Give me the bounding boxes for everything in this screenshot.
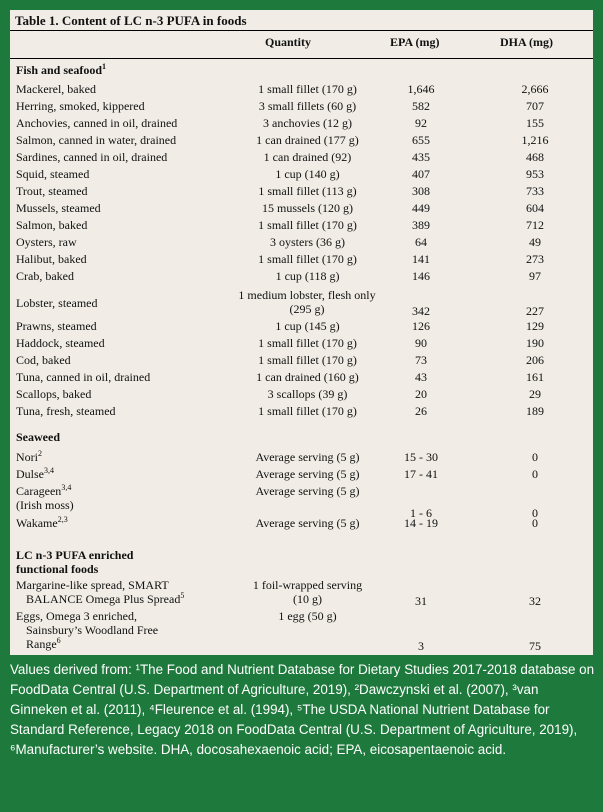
quantity: Average serving (5 g) (255, 484, 360, 498)
quantity: 1 medium lobster, flesh only (295 g) (238, 288, 376, 316)
epa-value: 3 (418, 639, 424, 653)
quantity: 3 anchovies (12 g) (263, 116, 352, 130)
food-name-text: Wakame (16, 516, 58, 530)
dha-value: 49 (529, 235, 541, 249)
food-name: Haddock, steamed (16, 336, 105, 350)
quantity (200, 578, 415, 606)
epa-value: 389 (412, 218, 430, 232)
dha-value: 32 (529, 594, 541, 608)
food-line: Sainsbury’s Woodland Free (26, 623, 159, 637)
section-title-seaweed: Seaweed (16, 430, 60, 444)
dha-value: 712 (526, 218, 544, 232)
table-title-row (10, 10, 593, 31)
dha-value: 953 (526, 167, 544, 181)
epa-value: 141 (412, 252, 430, 266)
food-name-text: Carageen (16, 484, 62, 498)
table-panel (10, 10, 593, 655)
epa-value: 126 (412, 319, 430, 333)
epa-value: 582 (412, 99, 430, 113)
epa-value: 435 (412, 150, 430, 164)
epa-value: 308 (412, 184, 430, 198)
dha-value: 227 (526, 304, 544, 318)
food-sup: 2 (38, 449, 42, 458)
food-name-text: Dulse (16, 467, 44, 481)
quantity: 1 small fillet (170 g) (258, 353, 357, 367)
section-title-enriched (16, 548, 133, 576)
quantity: 3 oysters (36 g) (270, 235, 345, 249)
food-line-text: BALANCE Omega Plus Spread (26, 592, 181, 606)
quantity: 1 small fillet (170 g) (258, 218, 357, 232)
epa-value: 655 (412, 133, 430, 147)
dha-value: 75 (529, 639, 541, 653)
dha-value: 0 (532, 450, 538, 464)
food-sup: 6 (56, 636, 61, 645)
food-line: Margarine-like spread, SMART (16, 578, 169, 592)
quantity: 15 mussels (120 g) (262, 201, 353, 215)
dha-value: 1,216 (521, 133, 549, 147)
quantity: 3 small fillets (60 g) (258, 99, 357, 113)
header-epa: EPA (mg) (390, 35, 440, 49)
footnote: Values derived from: ¹The Food and Nutrient Database for Dietary Studies 2017-2018 database on FoodData Central (U.S. Department of Agriculture, 2019), ²Dawczynski et al. (2007), ³van Ginneken et al. (2011), ⁴Fleurence et al. (1994), ⁵The USDA National Nutrient Database for Standard Reference, Legacy 2018 on FoodData Central (U.S. Department of Agriculture, 2019), ⁶Manufacturer’s website. DHA, docosahexaenoic acid; EPA, eicosapentaenoic acid. (10, 662, 595, 757)
dha-value: 189 (526, 404, 544, 418)
table-header (10, 30, 593, 59)
food-name: Tuna, canned in oil, drained (16, 370, 151, 384)
quantity: 1 cup (118 g) (275, 269, 340, 283)
quantity-line: (10 g) (293, 592, 322, 606)
food-name: Salmon, canned in water, drained (16, 133, 177, 147)
food-name: Halibut, baked (16, 252, 87, 266)
epa-value: 26 (415, 404, 427, 418)
epa-value: 15 - 30 (404, 450, 438, 464)
quantity: Average serving (5 g) (255, 516, 360, 530)
food-sup: 2,3 (57, 515, 68, 524)
quantity: 1 can drained (177 g) (256, 133, 359, 147)
quantity: 3 scallops (39 g) (267, 387, 348, 401)
food-name: Crab, baked (16, 269, 74, 283)
section-title-fish (16, 63, 106, 77)
food-sup: 3,4 (44, 466, 54, 475)
dha-value: 707 (526, 99, 544, 113)
dha-value: 0 (532, 506, 538, 520)
epa-value: 20 (415, 387, 427, 401)
epa-value: 64 (415, 235, 427, 249)
epa-value: 73 (415, 353, 427, 367)
dha-value: 155 (526, 116, 544, 130)
section-title-enriched-line1: LC n-3 PUFA enriched (16, 548, 134, 562)
food-name: Squid, steamed (16, 167, 90, 181)
quantity: 1 small fillet (170 g) (258, 82, 357, 96)
dha-value: 0 (532, 516, 538, 530)
dha-value: 2,666 (521, 82, 549, 96)
quantity: 1 small fillet (170 g) (258, 336, 357, 350)
food-name: Mussels, steamed (16, 201, 101, 215)
quantity: 1 small fillet (170 g) (258, 252, 357, 266)
epa-value: 14 - 19 (404, 516, 438, 530)
quantity: 1 small fillet (113 g) (258, 184, 357, 198)
quantity: 1 cup (140 g) (275, 167, 340, 181)
food-name: Prawns, steamed (16, 319, 97, 333)
food-name: Tuna, fresh, steamed (16, 404, 116, 418)
header-dha: DHA (mg) (500, 35, 553, 49)
dha-value: 206 (526, 353, 544, 367)
food-name: Mackerel, baked (16, 82, 96, 96)
epa-value: 17 - 41 (404, 467, 438, 481)
dha-value: 273 (526, 252, 544, 266)
dha-value: 733 (526, 184, 544, 198)
section-title-fish-sup: 1 (102, 62, 107, 71)
dha-value: 29 (529, 387, 541, 401)
food-name: Scallops, baked (16, 387, 92, 401)
quantity: Average serving (5 g) (255, 467, 360, 481)
epa-value: 342 (412, 304, 430, 318)
epa-value: 449 (412, 201, 430, 215)
quantity: 1 cup (145 g) (275, 319, 340, 333)
food-name-text: Nori (16, 450, 38, 464)
quantity-line: 1 foil-wrapped serving (252, 578, 363, 592)
food-line (16, 592, 184, 606)
food-line (16, 637, 158, 651)
quantity: 1 can drained (92) (263, 150, 352, 164)
dha-value: 190 (526, 336, 544, 350)
quantity: Average serving (5 g) (255, 450, 360, 464)
quantity: 1 small fillet (170 g) (258, 404, 357, 418)
food-name (16, 609, 158, 651)
dha-value: 129 (526, 319, 544, 333)
food-name (16, 467, 54, 481)
food-name-line2: (Irish moss) (16, 498, 74, 512)
food-name (16, 578, 184, 606)
food-name: Cod, baked (16, 353, 71, 367)
food-line: Eggs, Omega 3 enriched, (16, 609, 137, 623)
food-name (16, 516, 68, 530)
epa-value: 1,646 (407, 82, 435, 96)
epa-value: 146 (412, 269, 430, 283)
epa-value: 31 (415, 594, 427, 608)
food-line-text: Range (26, 637, 57, 651)
dha-value: 0 (532, 467, 538, 481)
dha-value: 468 (526, 150, 544, 164)
food-name: Lobster, steamed (16, 296, 98, 310)
epa-value: 407 (412, 167, 430, 181)
epa-value: 43 (415, 370, 427, 384)
food-name: Salmon, baked (16, 218, 88, 232)
quantity: 1 can drained (160 g) (256, 370, 359, 384)
epa-value: 1 - 6 (410, 506, 432, 520)
quantity: 1 egg (50 g) (278, 609, 337, 623)
food-name (16, 484, 74, 512)
food-name: Herring, smoked, kippered (16, 99, 145, 113)
section-title-fish-text: Fish and seafood (16, 63, 103, 77)
dha-value: 604 (526, 201, 544, 215)
food-sup: 3,4 (61, 483, 72, 492)
food-name: Sardines, canned in oil, drained (16, 150, 168, 164)
food-name: Trout, steamed (16, 184, 88, 198)
header-quantity: Quantity (265, 35, 312, 49)
food-sup: 5 (180, 591, 185, 600)
epa-value: 92 (415, 116, 427, 130)
dha-value: 161 (526, 370, 544, 384)
epa-value: 90 (415, 336, 427, 350)
food-name: Anchovies, canned in oil, drained (16, 116, 178, 130)
dha-value: 97 (529, 269, 541, 283)
section-title-enriched-line2: functional foods (16, 562, 99, 576)
food-name: Oysters, raw (16, 235, 77, 249)
food-name (16, 450, 42, 464)
table-title: Table 1. Content of LC n-3 PUFA in foods (15, 13, 247, 28)
